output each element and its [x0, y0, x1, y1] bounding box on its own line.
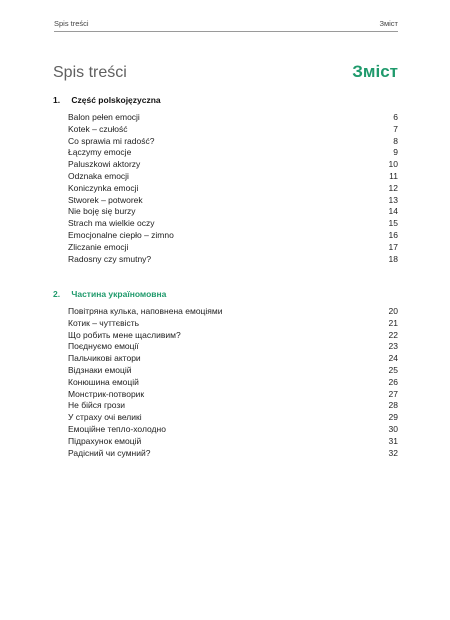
toc-entry-page: 32 [388, 447, 398, 458]
section-heading-1 [53, 95, 161, 105]
toc-entry[interactable] [68, 242, 398, 254]
toc-entry-label: Конюшина емоцій [68, 376, 139, 387]
toc-entry-label: Łączymy emocje [68, 147, 132, 158]
toc-entry-label: Paluszkowi aktorzy [68, 159, 141, 170]
toc-entry[interactable] [68, 318, 398, 330]
toc-entry-page: 13 [388, 194, 398, 205]
toc-entry[interactable] [68, 218, 398, 230]
toc-entry-page: 23 [388, 341, 398, 352]
section-number: 1. [53, 95, 61, 105]
toc-entry-page: 9 [393, 147, 398, 158]
toc-entry-page: 29 [388, 412, 398, 423]
toc-entry-label: Поєднуємо емоції [68, 341, 139, 352]
toc-entry[interactable] [68, 412, 398, 424]
toc-entry-label: Радісний чи сумний? [68, 447, 151, 458]
toc-entry-page: 15 [388, 218, 398, 229]
toc-entry-page: 6 [393, 112, 398, 122]
toc-entry-page: 10 [388, 159, 398, 170]
section-title: Частина україномовна [71, 289, 167, 299]
toc-entry-page: 30 [388, 423, 398, 434]
section-title: Część polskojęzyczna [71, 95, 161, 105]
toc-entry-page: 28 [388, 400, 398, 411]
toc-entry-page: 27 [388, 388, 398, 399]
page-title-polish: Spis treści [53, 64, 127, 81]
toc-entry-label: Koniczynka emocji [68, 182, 139, 193]
toc-entry-page: 20 [388, 306, 398, 316]
toc-entry-label: Пальчикові актори [68, 353, 141, 364]
toc-entry[interactable] [68, 183, 398, 195]
toc-entry-label: Radosny czy smutny? [68, 253, 152, 264]
toc-list-polish [68, 112, 398, 265]
toc-entry-page: 18 [388, 253, 398, 264]
toc-entry[interactable] [68, 424, 398, 436]
toc-entry-label: Stworek – potworek [68, 194, 143, 205]
toc-entry[interactable] [68, 254, 398, 266]
toc-entry[interactable] [68, 365, 398, 377]
toc-entry-label: Strach ma wielkie oczy [68, 218, 155, 229]
toc-entry-page: 31 [388, 435, 398, 446]
toc-entry[interactable] [68, 341, 398, 353]
toc-entry-page: 24 [388, 353, 398, 364]
toc-entry-label: Повітряна кулька, наповнена емоціями [68, 306, 223, 316]
toc-entry-page: 8 [393, 135, 398, 146]
running-header-left: Spis treści [54, 19, 89, 28]
toc-entry-label: Odznaka emocji [68, 170, 129, 181]
page-title-ukrainian: Зміст [352, 62, 398, 81]
toc-entry-page: 11 [389, 170, 398, 181]
toc-entry-page: 14 [388, 206, 398, 217]
toc-entry-page: 7 [393, 123, 398, 134]
section-heading-2 [53, 289, 166, 299]
toc-entry-label: Nie boję się burzy [68, 206, 136, 217]
section-number: 2. [53, 289, 61, 299]
toc-list-ukrainian [68, 306, 398, 459]
toc-entry[interactable] [68, 136, 398, 148]
toc-entry-page: 21 [388, 317, 398, 328]
toc-entry-label: Підрахунок емоцій [68, 435, 142, 446]
toc-entry-label: Емоційне тепло-холодно [68, 423, 166, 434]
toc-entry[interactable] [68, 124, 398, 136]
toc-entry[interactable] [68, 377, 398, 389]
toc-entry-label: Котик – чуттєвість [68, 317, 140, 328]
toc-entry[interactable] [68, 436, 398, 448]
toc-entry-label: Відзнаки емоцій [68, 364, 132, 375]
toc-entry[interactable] [68, 112, 398, 124]
toc-entry-page: 17 [388, 241, 398, 252]
toc-entry-page: 25 [388, 364, 398, 375]
toc-entry[interactable] [68, 353, 398, 365]
running-header [54, 19, 398, 32]
toc-entry[interactable] [68, 195, 398, 207]
toc-entry-label: Zliczanie emocji [68, 241, 129, 252]
toc-entry-label: Монстрик-потворик [68, 388, 145, 399]
toc-entry-label: Co sprawia mi radość? [68, 135, 155, 146]
toc-entry[interactable] [68, 159, 398, 171]
toc-entry[interactable] [68, 306, 398, 318]
toc-entry[interactable] [68, 171, 398, 183]
toc-entry-label: У страху очі великі [68, 412, 142, 423]
toc-entry-label: Kotek – czułość [68, 123, 128, 134]
toc-entry-label: Emocjonalne ciepło – zimno [68, 229, 174, 240]
toc-entry[interactable] [68, 230, 398, 242]
toc-entry-label: Balon pełen emocji [68, 112, 140, 122]
toc-entry-page: 26 [388, 376, 398, 387]
toc-entry-label: Не бійся грози [68, 400, 126, 411]
toc-entry[interactable] [68, 400, 398, 412]
toc-entry-page: 16 [388, 229, 398, 240]
toc-entry[interactable] [68, 448, 398, 460]
toc-entry[interactable] [68, 147, 398, 159]
toc-entry-page: 22 [388, 329, 398, 340]
running-header-right: Зміст [379, 19, 398, 28]
toc-entry[interactable] [68, 330, 398, 342]
toc-entry-page: 12 [388, 182, 398, 193]
toc-entry-label: Що робить мене щасливим? [68, 329, 181, 340]
toc-entry[interactable] [68, 206, 398, 218]
toc-entry[interactable] [68, 389, 398, 401]
